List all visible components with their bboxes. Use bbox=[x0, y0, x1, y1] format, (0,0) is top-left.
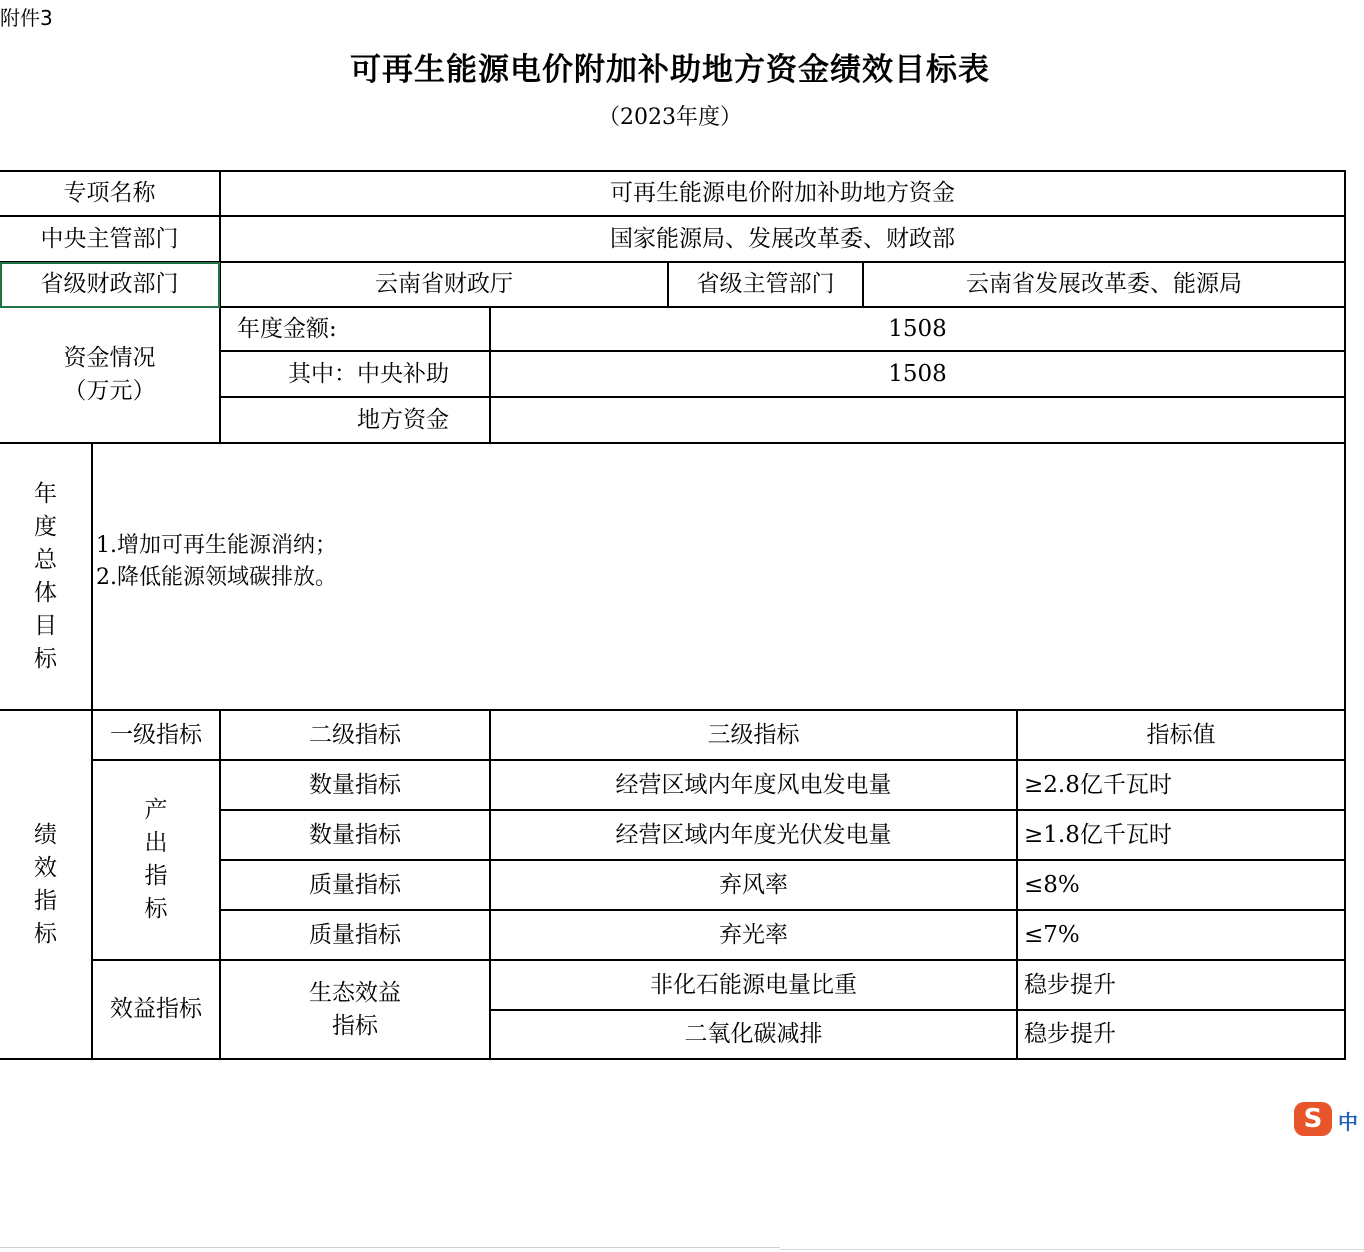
goal-char: 目 bbox=[34, 612, 57, 639]
sogou-ime-icon: S bbox=[1294, 1102, 1332, 1136]
annual-goal-content[interactable] bbox=[96, 530, 337, 594]
goal-line: 2.降低能源领域碳排放。 bbox=[96, 565, 337, 590]
perf-char: 标 bbox=[34, 920, 57, 947]
page-title: 可再生能源电价附加补助地方资金绩效目标表 bbox=[350, 52, 990, 88]
annual-amount-value[interactable]: 1508 bbox=[888, 315, 947, 342]
prov-dept-value[interactable]: 云南省发展改革委、能源局 bbox=[966, 271, 1242, 297]
ime-mode-label: 中 bbox=[1338, 1110, 1358, 1134]
output-row-level3[interactable]: 弃光率 bbox=[719, 921, 788, 948]
output-char: 出 bbox=[144, 830, 168, 856]
year-subtitle: （2023年度） bbox=[598, 105, 742, 130]
output-row-level2[interactable]: 数量指标 bbox=[309, 821, 401, 848]
output-row-value[interactable]: ≤8% bbox=[1024, 871, 1080, 898]
output-char: 产 bbox=[144, 797, 168, 823]
header-level1[interactable]: 一级指标 bbox=[110, 721, 202, 748]
output-row-level2[interactable]: 质量指标 bbox=[309, 921, 401, 948]
output-row-level3[interactable]: 经营区域内年度光伏发电量 bbox=[615, 821, 892, 848]
eco-benefit-label[interactable] bbox=[221, 961, 489, 1058]
header-level2[interactable]: 二级指标 bbox=[309, 721, 401, 748]
prov-finance-value[interactable]: 云南省财政厅 bbox=[375, 271, 513, 297]
goal-char: 年 bbox=[34, 480, 57, 507]
annual-goal-label[interactable] bbox=[0, 444, 91, 709]
prov-finance-label[interactable]: 省级财政部门 bbox=[40, 271, 179, 297]
bottom-divider bbox=[0, 1247, 780, 1248]
goal-char: 度 bbox=[34, 513, 57, 540]
output-row-level2[interactable]: 质量指标 bbox=[309, 871, 401, 898]
prov-dept-label[interactable]: 省级主管部门 bbox=[696, 271, 835, 297]
local-funds-value[interactable] bbox=[491, 398, 1344, 442]
output-row-value[interactable]: ≤7% bbox=[1024, 921, 1080, 948]
annual-amount-label[interactable]: 年度金额: bbox=[237, 315, 337, 342]
funds-label-line1: 资金情况 bbox=[63, 345, 156, 371]
goal-char: 体 bbox=[34, 579, 57, 606]
central-dept-value[interactable]: 国家能源局、发展改革委、财政部 bbox=[610, 225, 955, 252]
output-row-level3[interactable]: 经营区域内年度风电发电量 bbox=[615, 771, 892, 798]
perf-char: 绩 bbox=[34, 821, 57, 848]
goal-char: 标 bbox=[34, 645, 57, 672]
central-subsidy-value[interactable]: 1508 bbox=[888, 360, 947, 387]
goal-char: 总 bbox=[34, 546, 57, 573]
output-row-level3[interactable]: 弃风率 bbox=[719, 871, 788, 898]
special-name-value[interactable]: 可再生能源电价附加补助地方资金 bbox=[610, 180, 955, 206]
eco-benefit-line2: 指标 bbox=[332, 1012, 378, 1039]
special-name-label[interactable]: 专项名称 bbox=[63, 180, 156, 206]
attachment-label: 附件3 bbox=[0, 6, 53, 30]
benefit-row-value[interactable]: 稳步提升 bbox=[1024, 1021, 1116, 1047]
output-char: 指 bbox=[144, 863, 168, 889]
benefit-row-value[interactable]: 稳步提升 bbox=[1024, 971, 1116, 998]
benefit-row-level3[interactable]: 非化石能源电量比重 bbox=[650, 971, 857, 998]
ime-indicator[interactable] bbox=[1292, 1100, 1364, 1140]
goal-line: 1.增加可再生能源消纳； bbox=[96, 533, 337, 558]
benefit-indicator-label[interactable]: 效益指标 bbox=[110, 996, 202, 1022]
header-value[interactable]: 指标值 bbox=[1146, 721, 1216, 748]
header-level3[interactable]: 三级指标 bbox=[707, 721, 800, 748]
output-row-value[interactable]: ≥2.8亿千瓦时 bbox=[1024, 771, 1172, 798]
central-dept-label[interactable]: 中央主管部门 bbox=[40, 225, 179, 252]
output-row-value[interactable]: ≥1.8亿千瓦时 bbox=[1024, 821, 1172, 848]
local-funds-label[interactable]: 地方资金 bbox=[357, 406, 449, 433]
performance-label[interactable] bbox=[0, 711, 91, 1058]
perf-char: 指 bbox=[34, 887, 57, 914]
funds-label-line2: （万元） bbox=[63, 378, 156, 404]
output-char: 标 bbox=[144, 896, 168, 922]
eco-benefit-line1: 生态效益 bbox=[309, 979, 401, 1006]
output-row-level2[interactable]: 数量指标 bbox=[309, 771, 401, 798]
perf-char: 效 bbox=[34, 854, 57, 881]
bottom-divider bbox=[780, 1249, 1364, 1250]
benefit-row-level3[interactable]: 二氧化碳减排 bbox=[684, 1021, 823, 1047]
funds-label[interactable] bbox=[0, 308, 219, 442]
central-subsidy-label[interactable]: 其中：中央补助 bbox=[288, 360, 449, 387]
output-indicator-label[interactable] bbox=[93, 761, 219, 959]
